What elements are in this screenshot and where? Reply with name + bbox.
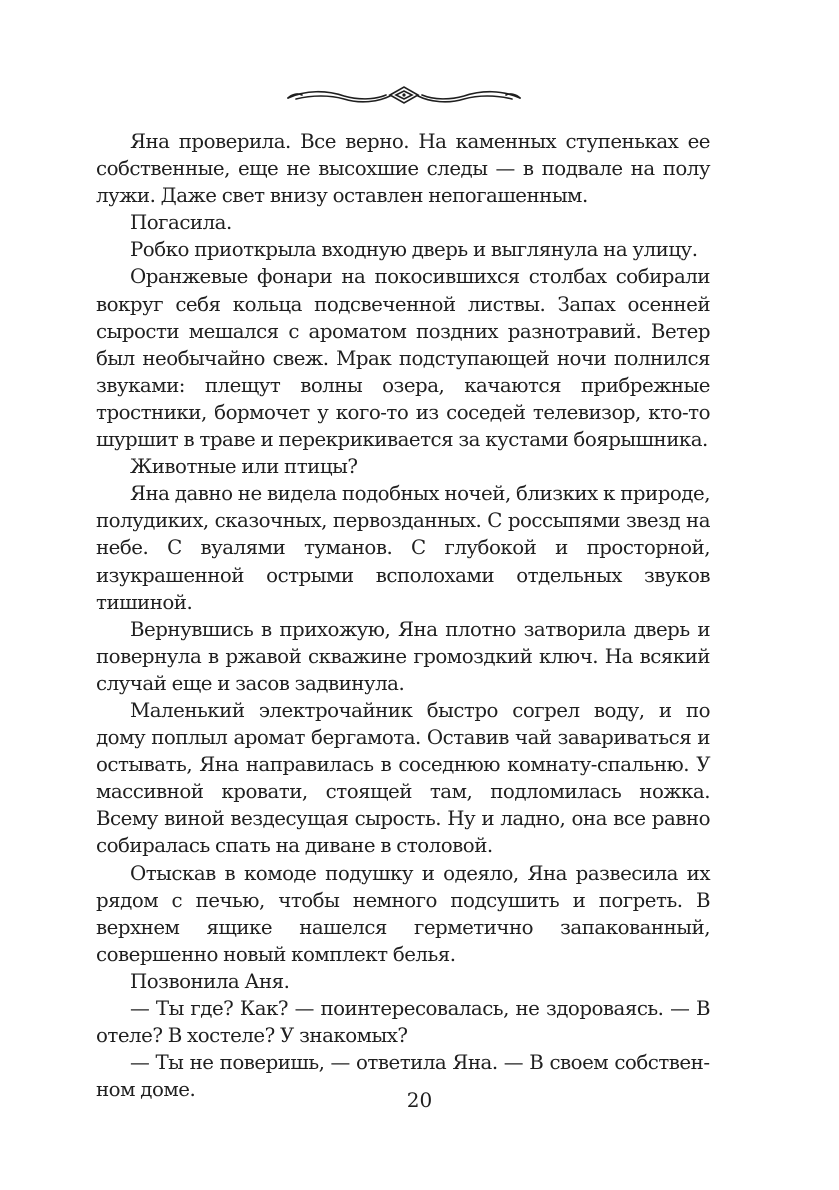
body-text [96,128,710,1103]
paragraph: Вернувшись в прихожую, Яна плотно затворила дверь и повернула в ржавой скважине громоздкий ключ. На всякий случай еще и засов задвинула. [96,617,710,695]
paragraph: Погасила. [130,211,232,235]
paragraph: Яна давно не видела подобных ночей, близких к природе, полудиких, сказочных, первозданных. С россыпями звезд на небе. С вуалями туманов. С глубокой и просторной, изукрашенной острыми всполохами отдельных звуков тишиной. [96,482,710,614]
paragraph: — Ты не поверишь, — ответила Яна. — В своем собственном доме. [96,1051,710,1102]
paragraph: Маленький электрочайник быстро согрел воду, и по дому поплыл аромат бергамота. Оставив чай завариваться и остывать, Яна направилась в соседнюю комнату-спальню. У массивной кровати, стоящей там, подломилась ножка. Всему виной вездесущая сырость. Ну и ладно, она все равно собиралась спать на диване в столовой. [96,698,710,858]
paragraph: Оранжевые фонари на покосившихся столбах собирали вокруг себя кольца подсвеченной листвы. Запах осенней сырости мешался с ароматом поздних разнотравий. Ветер был необычайно свеж. Мрак подступающей ночи полнился звуками: плещут волны озера, качаются прибрежные тростники, бормочет у кого-то из соседей телевизор, кто-то шуршит в траве и перекрикивается за кустами боярышника. [96,265,710,452]
paragraph: Яна проверила. Все верно. На каменных ступеньках ее собственные, еще не высохшие следы — в подвале на полу лужи. Даже свет внизу оставлен непогашенным. [96,130,710,208]
decorative-flourish-icon [286,84,522,106]
paragraph: Робко приоткрыла входную дверь и выглянула на улицу. [130,238,698,262]
paragraph: Позвонила Аня. [130,969,290,993]
paragraph: Отыскав в комоде подушку и одеяло, Яна развесила их рядом с печью, чтобы немного подсушить и погреть. В верхнем ящике нашелся герметично запакованный, совершенно новый комплект белья. [96,861,710,966]
paragraph: — Ты где? Как? — поинтересовалась, не здороваясь. — В отеле? В хостеле? У знакомых? [96,997,710,1048]
page-number: 20 [406,1088,433,1112]
paragraph: Животные или птицы? [130,455,358,479]
